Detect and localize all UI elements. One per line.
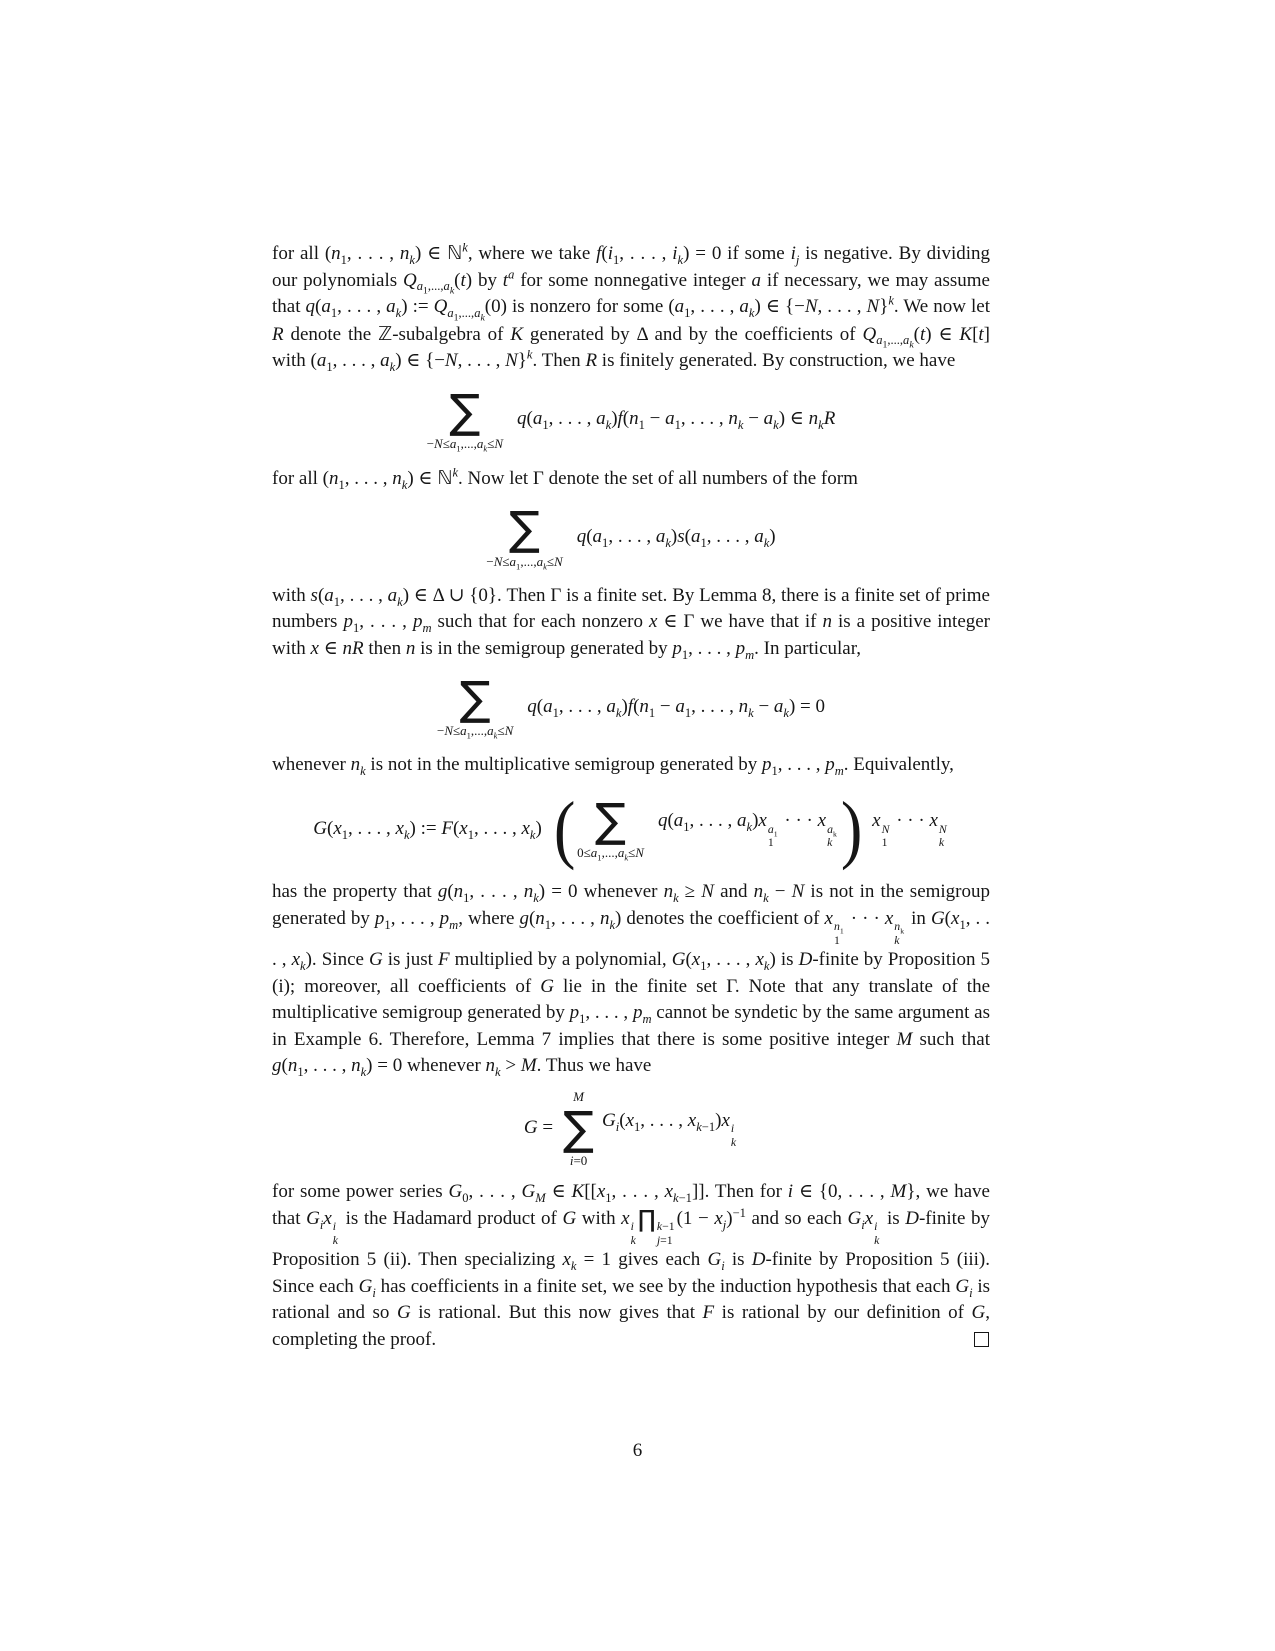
equation-5-lhs: G = xyxy=(523,1117,554,1139)
page-content xyxy=(272,240,990,1353)
page-number: 6 xyxy=(632,1440,643,1461)
sum-lower-limit: $-N\le a_1,...,a_k\le N$ xyxy=(436,723,514,742)
sigma-symbol: ∑ xyxy=(595,792,627,847)
paragraph-2: for all ($n_1$, . . . , $n_k$) ∈ ℕ$^k$. Now let Γ denote the set of all numbers of the form xyxy=(272,465,858,492)
summation-4 xyxy=(577,792,644,863)
equation-4-lhs: $G(x_1$, . . . , $x_k$) := $F(x_1$, . . . , $x_k$) xyxy=(313,817,542,842)
sigma-symbol: ∑ xyxy=(459,671,491,726)
equation-2 xyxy=(272,501,990,572)
paragraph-1: for all ($n_1$, . . . , $n_k$) ∈ ℕ$^k$, where we take $f(i_1$, . . . , $i_k) = 0$ if some $i_j$ is negative. By dividing our polynomials $Q_{a_1,...,a_k}(t)$ by $t^a$ for some nonnegative integer a if necessary, we may assume that $q(a_1$, . . . , $a_k$) := $Q_{a_1,...,a_k}(0)$ is nonzero for some ($a_1$, . . . , $a_k$) ∈ {−N, . . . , N}$^k$. We now let R denote the ℤ-subalgebra of K generated by Δ and by the coefficients of $Q_{a_1,...,a_k}(t)$ ∈ K[t] with ($a_1$, . . . , $a_k$) ∈ {−N, . . . , N}$^k$. Then R is finitely generated. By construction, we have xyxy=(272,240,990,374)
paragraph-5: has the property that $g(n_1$, . . . , $n_k) = 0$ whenever $n_k \ge N$ and $n_k - N$ is not in the semigroup generated by $p_1$, . . . , $p_m$, where $g(n_1$, . . . , $n_k$) denotes the coefficient of x $n_1$ 1 · · · x $n_k$ k in $G(x_1$, . . . , $x_k$). Since G is just F multiplied by a polynomial, $G(x_1$, . . . , $x_k$) is D-finite by Proposition 5 (i); moreover, all coefficients of G lie in the finite set Γ. Note that any translate of the multiplicative semigroup generated by $p_1$, . . . , $p_m$ cannot be syndetic by the same argument as in Example 6. Therefore, Lemma 7 implies that there is some positive integer M such that $g(n_1$, . . . , $n_k) = 0$ whenever $n_k > M$. Thus we have xyxy=(272,881,991,1080)
equation-3-body: $q(a_1$, . . . , $a_k)f(n_1 - a_1$, . . . , $n_k - a_k) = 0$ xyxy=(527,696,826,720)
summation-5 xyxy=(563,1090,594,1167)
equation-4-rhs: x N 1 · · · x N k xyxy=(872,810,947,850)
paragraph-6: for some power series $G_0$, . . . , $G_M$ ∈ $K[[x_1$, . . . , $x_{k-1}$]]. Then for i ∈ {0, . . . , M}, we have that $G_ix$ i k is the Hadamard product of G with x i k ∏ k−1 j=1 $(1 - x_j)^{-1}$ and so each $G_ix$ i k is D-finite by Proposition 5 (ii). Then specializing $x_k = 1$ gives each $G_i$ is D-finite by Proposition 5 (iii). Since each $G_i$ has coefficients in a finite set, we see by the induction hypothesis that each $G_i$ is rational and so G is rational. But this now gives that F is rational by our definition of G, completing the proof. xyxy=(272,1181,991,1350)
sum-lower-limit: $0\le a_1,...,a_k\le N$ xyxy=(577,845,644,863)
paragraph-3: with $s(a_1$, . . . , $a_k$) ∈ Δ ∪ {0}. Then Γ is a finite set. By Lemma 8, there is a finite set of prime numbers $p_1$, . . . , $p_m$ such that for each nonzero x ∈ Γ we have that if n is a positive integer with x ∈ nR then n is in the semigroup generated by $p_1$, . . . , $p_m$. In particular, xyxy=(272,584,991,662)
sigma-symbol: ∑ xyxy=(563,1100,595,1155)
equation-4: $G(x_1$, . . . , $x_k$) := $F(x_1$, . . . , $x_k$) ( ∑ $0\le a_1,...,a_k\le N$ $q(a_1$, . . . , $a_k)x$ $a_1$ 1 · · · x $a_k$ k ) x N 1 · · · x N k xyxy=(313,787,947,872)
equation-5 xyxy=(272,1090,990,1167)
qed-box xyxy=(974,1332,989,1347)
summation-2 xyxy=(486,501,563,572)
sum-lower-limit: i=0 xyxy=(569,1153,588,1169)
equation-3 xyxy=(272,671,990,742)
sum-lower-limit: $-N\le a_1,...,a_k\le N$ xyxy=(426,435,504,454)
equation-2-body: $q(a_1$, . . . , $a_k)s(a_1$, . . . , $a_k$) xyxy=(576,526,776,551)
equation-1-body: $q(a_1$, . . . , $a_k)f(n_1 - a_1$, . . . , $n_k - a_k$) ∈ $n_kR$ xyxy=(517,408,836,433)
equation-5-body: $G_i(x_1$, . . . , $x_{k-1})x$ i k xyxy=(602,1109,737,1149)
summation-3 xyxy=(436,671,514,742)
sum-upper-limit: M xyxy=(573,1088,584,1104)
equation-4-body: $q(a_1$, . . . , $a_k)x$ $a_1$ 1 · · · x $a_k$ k xyxy=(657,810,837,850)
summation-1 xyxy=(426,383,504,454)
paragraph-4: whenever $n_k$ is not in the multiplicative semigroup generated by $p_1$, . . . , $p_m$. Equivalently, xyxy=(272,754,954,779)
paragraph-6-wrapper xyxy=(272,1179,990,1353)
equation-1 xyxy=(272,383,990,454)
sigma-symbol: ∑ xyxy=(449,383,481,438)
sigma-symbol: ∑ xyxy=(509,501,541,556)
sum-lower-limit: $-N\le a_1,...,a_k\le N$ xyxy=(486,553,563,572)
